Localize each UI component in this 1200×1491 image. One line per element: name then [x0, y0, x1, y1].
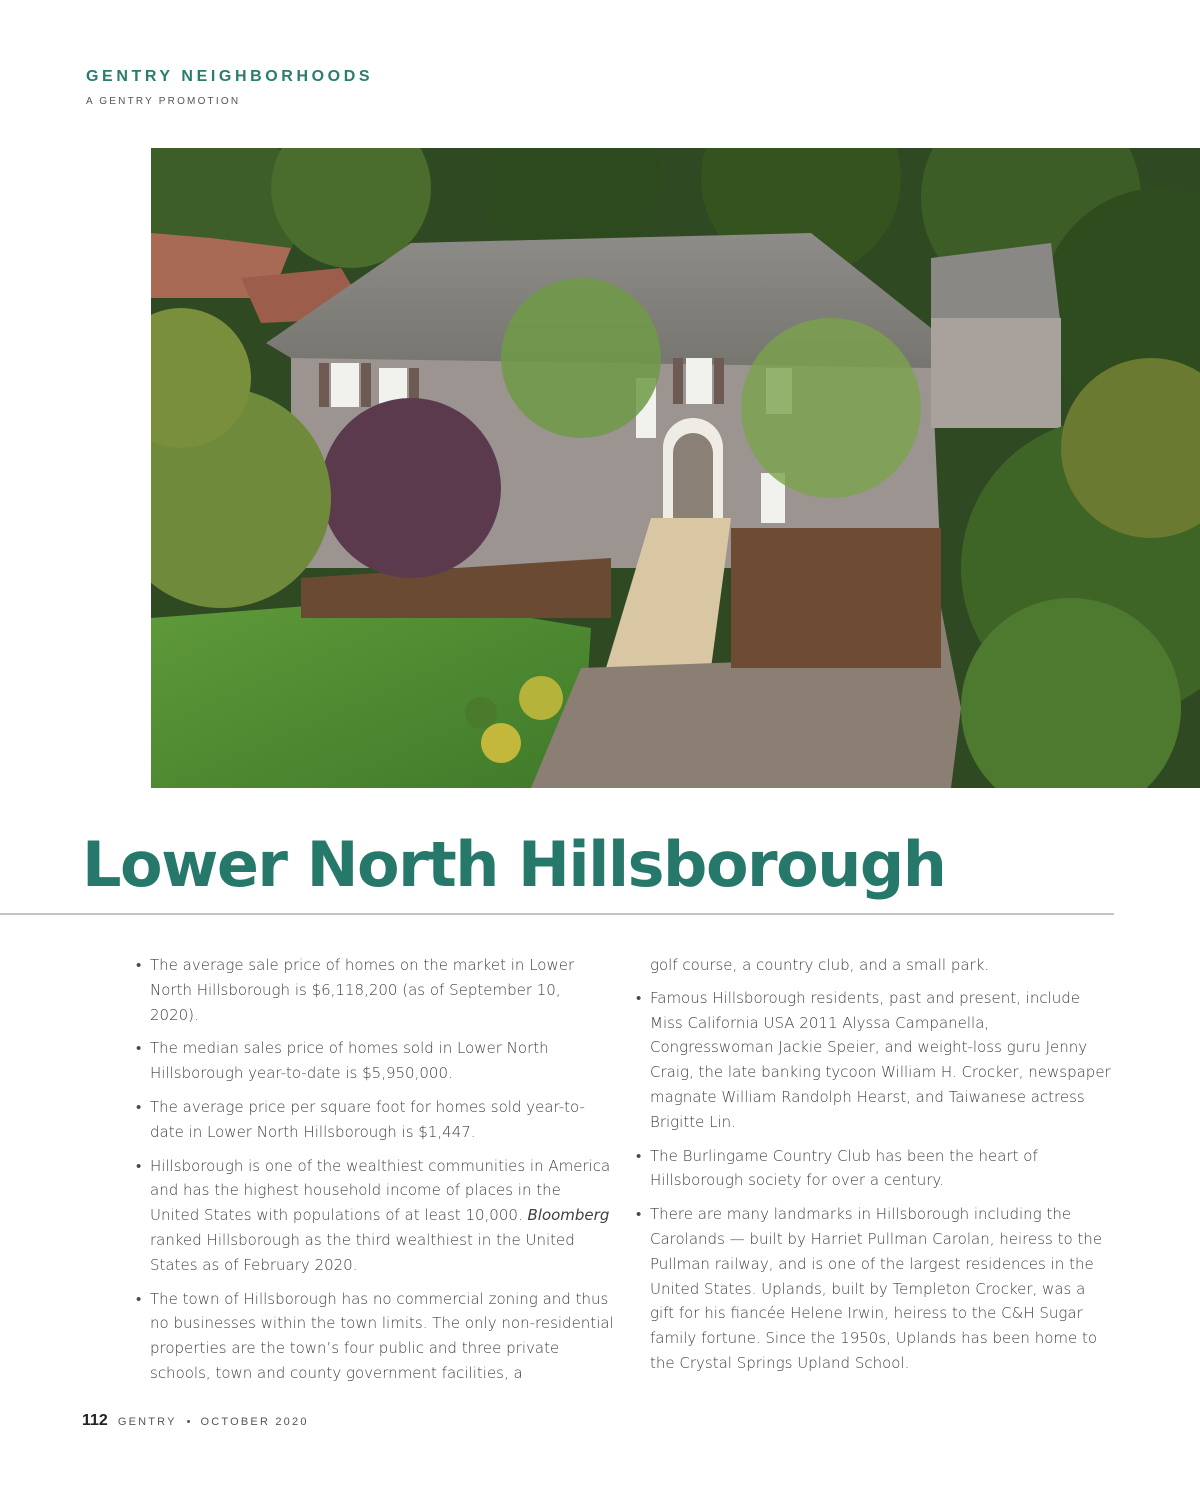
- aerial-house-photo-icon: [151, 148, 1200, 788]
- section-sublabel: A GENTRY PROMOTION: [86, 96, 241, 107]
- list-item: • The median sales price of homes sold in Lower North Hillsborough year-to-date is $5,950,000.: [136, 1036, 614, 1086]
- section-label: GENTRY NEIGHBORHOODS: [86, 68, 374, 85]
- footer-separator: •: [186, 1416, 191, 1428]
- issue-date: OCTOBER 2020: [200, 1416, 309, 1428]
- list-item: • Famous Hillsborough residents, past and present, include Miss California USA 2011 Alyssa Campanella, Congresswoman Jackie Speier, and weight-loss guru Jenny Craig, the late banking tycoon William H. Crocker, newspaper magnate William Randolph Hearst, and Taiwanese actress Brigitte Lin.: [636, 986, 1114, 1135]
- list-item-text: Hillsborough is one of the wealthiest communities in America and has the highest household income of places in the United States with populations of at least 10,000.: [150, 1156, 611, 1225]
- left-column: [136, 953, 614, 1395]
- publication-name-footer: GENTRY: [117, 1416, 177, 1428]
- list-item: [136, 1154, 614, 1278]
- fact-list-right: [636, 953, 1114, 1376]
- list-item: • The Burlingame Country Club has been the heart of Hillsborough society for over a century.: [636, 1144, 1114, 1194]
- page-title: Lower North Hillsborough: [82, 828, 946, 901]
- hero-photo: [151, 148, 1200, 788]
- page-footer: [82, 1412, 309, 1430]
- page-number: 112: [82, 1412, 108, 1429]
- list-item-text: ranked Hillsborough as the third wealthiest in the United States as of February 2020.: [150, 1230, 575, 1274]
- list-item: • The average sale price of homes on the market in Lower North Hillsborough is $6,118,200 (as of September 10, 2020).: [136, 953, 614, 1027]
- list-item: • There are many landmarks in Hillsborough including the Carolands — built by Harriet Pullman Carolan, heiress to the Pullman railway, and is one of the largest residences in the United States. Uplands, built by Templeton Crocker, was a gift for his fiancée Helene Irwin, heiress to the C&H Sugar family fortune. Since the 1950s, Uplands has been home to the Crystal Springs Upland School.: [636, 1202, 1114, 1376]
- title-divider: [0, 913, 1114, 915]
- fact-list-left: [136, 953, 614, 1386]
- right-column: [636, 953, 1114, 1385]
- list-item: • The town of Hillsborough has no commercial zoning and thus no businesses within the town limits. The only non-residential properties are the town’s four public and three private schools, town and county government facilities, a: [136, 1287, 614, 1386]
- publication-name: Bloomberg: [527, 1206, 610, 1225]
- list-item: • The average price per square foot for homes sold year-to-date in Lower North Hillsborough is $1,447.: [136, 1095, 614, 1145]
- list-item-continuation: golf course, a country club, and a small park.: [650, 956, 990, 974]
